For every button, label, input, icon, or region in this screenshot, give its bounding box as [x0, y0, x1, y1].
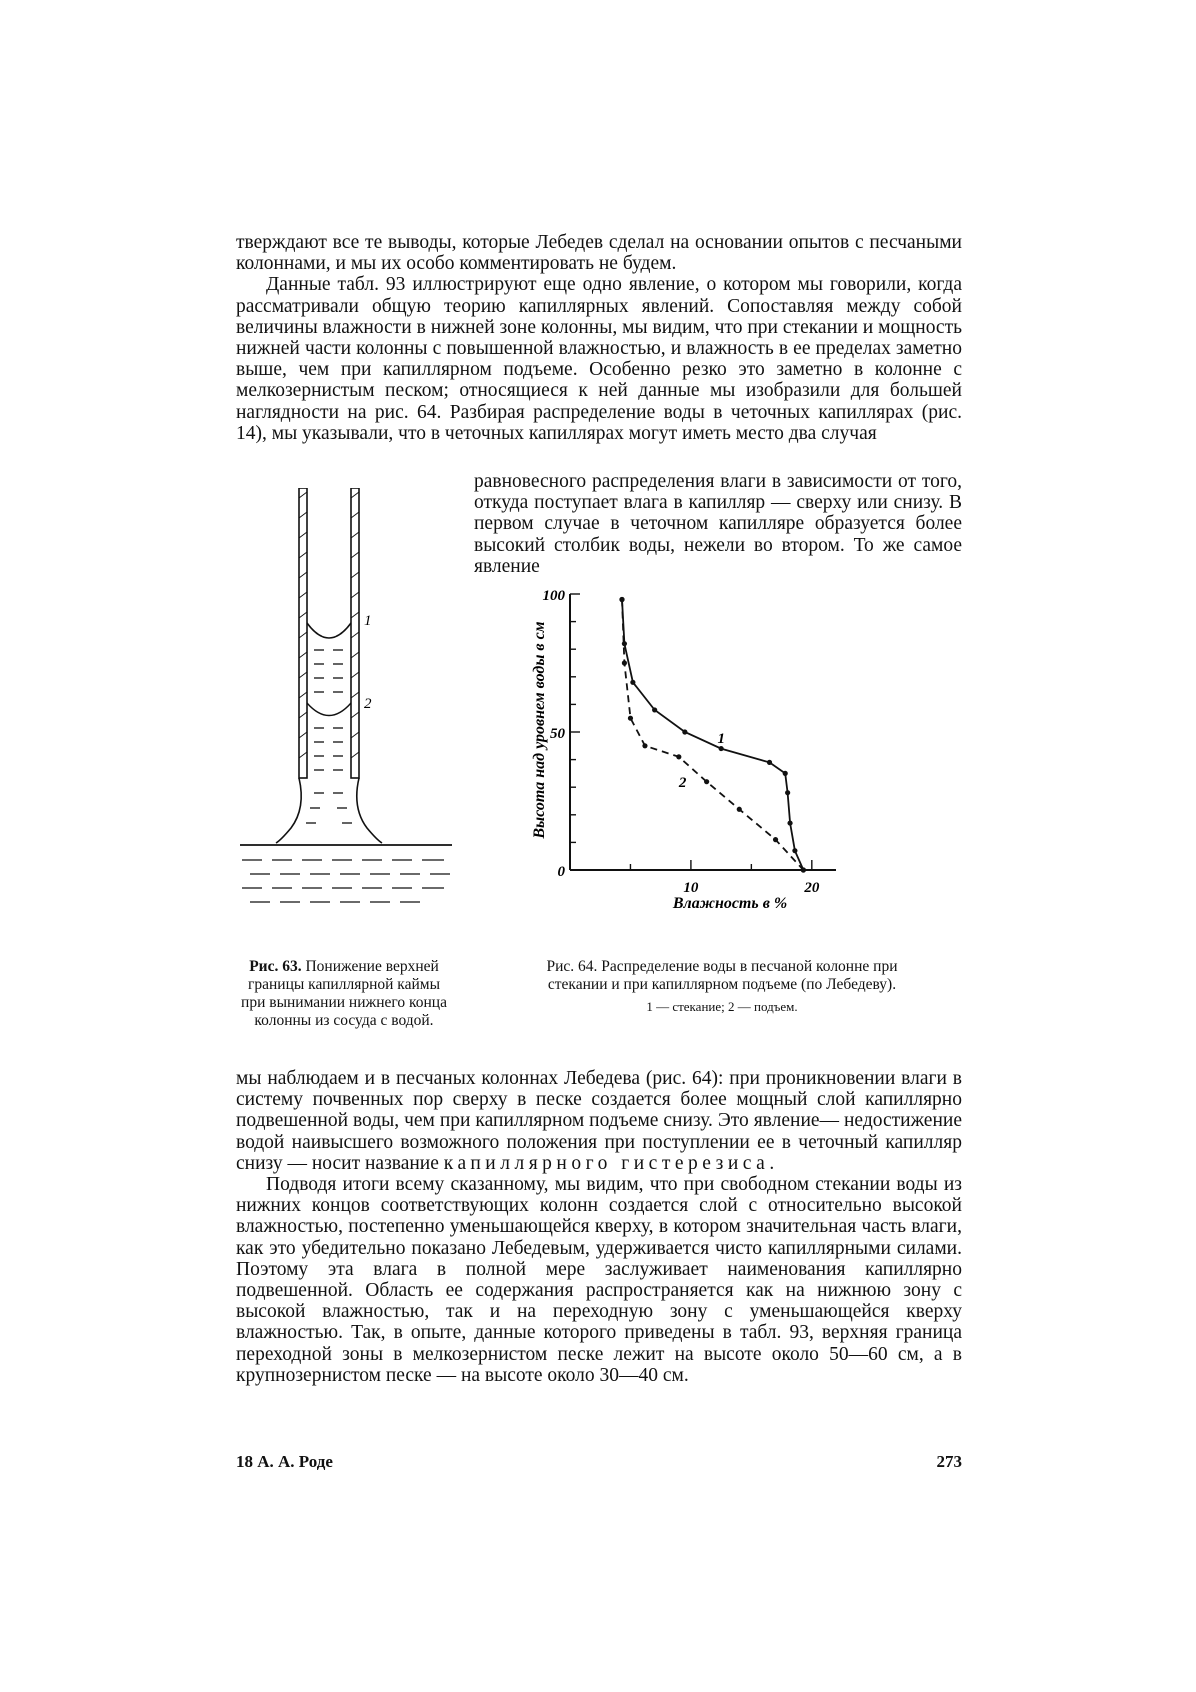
chart-x-axis-label: Влажность в % [672, 895, 788, 912]
fig63-label-1: 1 [364, 613, 372, 629]
chart-series-2-point [801, 867, 806, 872]
paragraph-hysteresis-end: . [769, 1152, 775, 1174]
paragraph-summary: Подводя итоги всему сказанному, мы видим, что при свободном стекании воды из нижних концов соответствующих колонн создается слой с относительно высокой влажностью, постепенно уменьшающейся кверху, в котором значительная часть влаги, как это убедительно показано Лебедевым, удерживается чисто капиллярными силами. Поэтому эта влага в полной мере заслуживает наименования капиллярно подвешенной. Область ее содержания распространяется как на нижнюю зону с высокой влажностью, так и на переходную зону с уменьшающейся кверху влажностью. Так, в опыте, данные которого приведены в табл. 93, верхняя граница переходной зоны в мелкозернистом песке лежит на высоте около 50—60 см, а в крупнозернистом песке — на высоте около 30—40 см. [236, 1174, 962, 1386]
chart-series-1-point [785, 790, 790, 795]
chart-series-2-point [676, 754, 681, 759]
bottom-text-block [236, 1068, 962, 1386]
chart-series-1-point [682, 729, 687, 734]
chart-x-tick-label: 20 [804, 880, 820, 896]
figure-64-caption-number: Рис. 64. [546, 958, 598, 975]
figure-63-caption-number: Рис. 63. [249, 958, 302, 975]
wrap-text-block [474, 471, 962, 577]
fig63-label-2: 2 [364, 696, 372, 712]
chart-x-tick-label: 10 [683, 880, 699, 896]
figure-64-legend: 1 — стекание; 2 — подъем. [646, 999, 798, 1014]
chart-series-1-point [792, 848, 797, 853]
chart-y-tick-label: 50 [550, 726, 565, 742]
chart-series-2-point [622, 660, 627, 665]
chart-y-tick-label: 100 [542, 588, 565, 604]
chart-series-1-label: 1 [717, 731, 726, 748]
figure-64-chart [530, 580, 910, 950]
footer-signature: 18 А. А. Роде [236, 1452, 333, 1471]
chart-series-2-point [628, 716, 633, 721]
chart-series-1-point [630, 680, 635, 685]
paragraph-wrap: равновесного распределения влаги в зависимости от того, откуда поступает влага в капилляр — сверху или снизу. В первом случае в четочном капилляре образуется более высокий столбик воды, нежели во втором. То же самое явление [474, 471, 962, 577]
chart-series-1-point [652, 707, 657, 712]
chart-series-2-line [622, 600, 803, 871]
chart-series-1-point [787, 820, 792, 825]
figure-63-caption-text: Понижение верхней границы капиллярной каймы при вынимании нижнего конца колонны из сосуда с водой. [241, 958, 447, 1029]
chart-series-1-line [622, 600, 803, 871]
term-capillary-hysteresis: капиллярного гистерезиса [443, 1152, 770, 1174]
figure-64-caption-text: Распределение воды в песчаной колонне при стекании и при капиллярном подъеме (по Лебедеву). [547, 958, 898, 993]
paragraph-continuation: тверждают все те выводы, которые Лебедев сделал на основании опытов с песчаными колоннами, и мы их особо комментировать не будем. [236, 232, 962, 275]
chart-series-2-label: 2 [678, 775, 687, 792]
figure-63-capillary-tube [236, 488, 456, 938]
figure-63-caption [236, 958, 452, 1030]
chart-y-tick-label: 0 [557, 864, 565, 880]
figure-64-caption [540, 958, 904, 1016]
paragraph-hysteresis [236, 1068, 962, 1174]
chart-series-2-point [704, 779, 709, 784]
paragraph-table93: Данные табл. 93 иллюстрируют еще одно явление, о котором мы говорили, когда рассматривали общую теорию капиллярных явлений. Сопоставляя между собой величины влажности в нижней зоне колонны, мы видим, что при стекании и мощность нижней части колонны с повышенной влажностью, и влажность в ее пределах заметно выше, чем при капиллярном подъеме. Особенно резко это заметно в колонне с мелкозернистым песком; относящиеся к ней данные мы изобразили для большей наглядности на рис. 64. Разбирая распределение воды в четочных капиллярах (рис. 14), мы указывали, что в четочных капиллярах могут иметь место два случая [236, 274, 962, 444]
chart-y-axis-label: Высота над уровнем воды в см [531, 621, 548, 839]
chart-series-2-point [737, 807, 742, 812]
paragraph-hysteresis-text: мы наблюдаем и в песчаных колоннах Лебедева (рис. 64): при проникновении влаги в систему почвенных пор сверху в песке создается более мощный слой капиллярно подвешенной воды, чем при капиллярном подъеме снизу. Это явление— недостижение водой наивысшего возможного положения при поступлении ее в четочный капилляр снизу — носит название [236, 1068, 962, 1174]
chart-series-2-point [773, 837, 778, 842]
page-number: 273 [936, 1452, 962, 1471]
chart-series-2-point [619, 597, 624, 602]
chart-series-1-point [767, 760, 772, 765]
top-text-block [236, 232, 962, 444]
chart-series-2-point [642, 743, 647, 748]
chart-series-1-point [783, 771, 788, 776]
